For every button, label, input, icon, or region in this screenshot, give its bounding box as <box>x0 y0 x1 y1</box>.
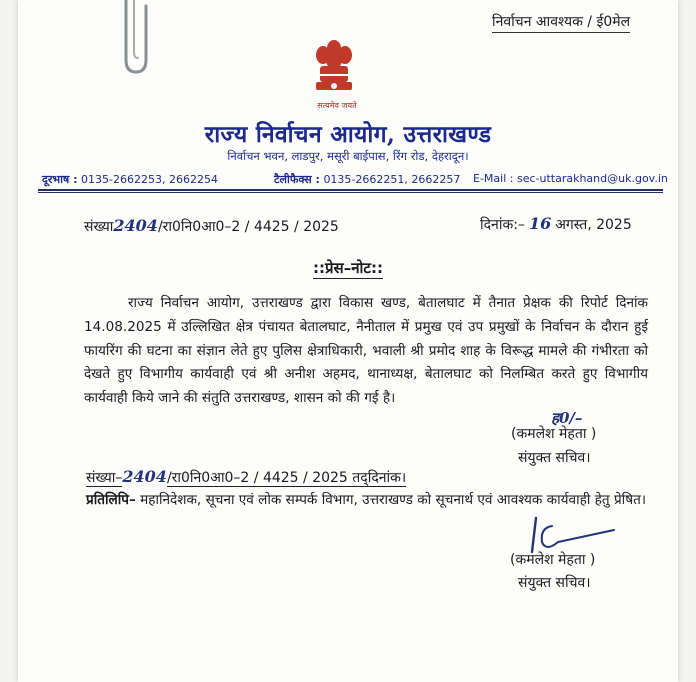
copy-to-text: महानिदेशक, सूचना एवं लोक सम्पर्क विभाग, उत्तराखण्ड को सूचनार्थ एवं आवश्यक कार्यवाही हेतु प्रेषित। <box>135 492 646 508</box>
email-value: sec-uttarakhand@uk.gov.in <box>516 172 668 185</box>
phone-label: दूरभाष : <box>42 173 78 186</box>
signatory-designation: संयुक्त सचिव। <box>518 450 591 466</box>
letter-page <box>18 0 678 682</box>
copy-reference-prefix: संख्या– <box>86 470 123 486</box>
phone-value: 0135-2662253, 2662254 <box>81 173 218 186</box>
press-note-body: राज्य निर्वाचन आयोग, उत्तराखण्ड द्वारा विकास खण्ड, बेतालघाट में तैनात प्रेक्षक की रिपोर्ट दिनांक 14.08.2025 में उल्लिखित क्षेत्र पंचायत बेतालघाट, नैनीताल में प्रमुख एवं उप प्रमुखों के निर्वाचन के दौरान हुई फायरिंग की घटना का संज्ञान लेते हुए पुलिस क्षेत्राधिकारी, भवाली श्री प्रमोद शाह के विरूद्ध मामले की गंभीरता को देखते हुए विभागीय कार्यवाही एवं श्री अनीश अहमद, थानाध्यक्ष, बेतालघाट को निलम्बित करते हुए विभागीय कार्यवाही किये जाने की संतुति उत्तराखण्ड, शासन को की गई है। <box>84 295 648 407</box>
state-emblem-icon <box>306 38 362 104</box>
press-note-heading <box>18 258 678 278</box>
fax-line <box>274 172 460 187</box>
copy-reference-handwritten-number: 2404 <box>122 467 167 486</box>
signatory2-designation: संयुक्त सचिव। <box>518 575 591 591</box>
copy-to-paragraph <box>86 489 648 511</box>
signatory-name: (कमलेश मेहता ) <box>511 426 597 442</box>
date-label: दिनांक:– <box>480 217 525 233</box>
fax-label: टैलीफैक्स : <box>274 173 320 186</box>
signatory2-name: (कमलेश मेहता ) <box>510 552 596 568</box>
phone-line <box>42 172 218 187</box>
date-day-handwritten: 16 <box>528 214 552 233</box>
header-divider-thin <box>38 192 663 193</box>
reference-prefix: संख्या <box>84 219 114 235</box>
emblem-motto: सत्यमेव जयते <box>317 101 357 110</box>
email-label: E-Mail : <box>473 172 514 185</box>
letterhead-title: राज्य निर्वाचन आयोग, उत्तराखण्ड <box>204 121 492 148</box>
press-note-heading-text: ::प्रेस–नोट:: <box>313 259 383 277</box>
letterhead-address: निर्वाचन भवन, लाडपुर, मसूरी बाईपास, रिंग रोड, देहरादून। <box>227 149 469 163</box>
email-line <box>473 172 668 185</box>
header-divider <box>38 189 663 191</box>
reference-number <box>84 216 339 236</box>
circulation-label: निर्वाचन आवश्यक / ई0मेल <box>492 12 630 33</box>
signature-initial-text: ह0/– <box>551 409 583 427</box>
date-rest: अगस्त, 2025 <box>555 217 632 233</box>
copy-reference-number <box>86 467 406 487</box>
copy-to-lead: प्रतिलिपि– <box>86 492 136 508</box>
fax-value: 0135-2662251, 2662257 <box>323 173 461 186</box>
letter-date <box>480 214 632 234</box>
reference-suffix: /रा0नि0आ0–2 / 4425 / 2025 <box>157 219 339 235</box>
paperclip-icon <box>114 0 158 78</box>
reference-handwritten-number: 2404 <box>113 216 158 235</box>
copy-reference-suffix: /रा0नि0आ0–2 / 4425 / 2025 तद्‌दिनांक। <box>166 470 407 486</box>
